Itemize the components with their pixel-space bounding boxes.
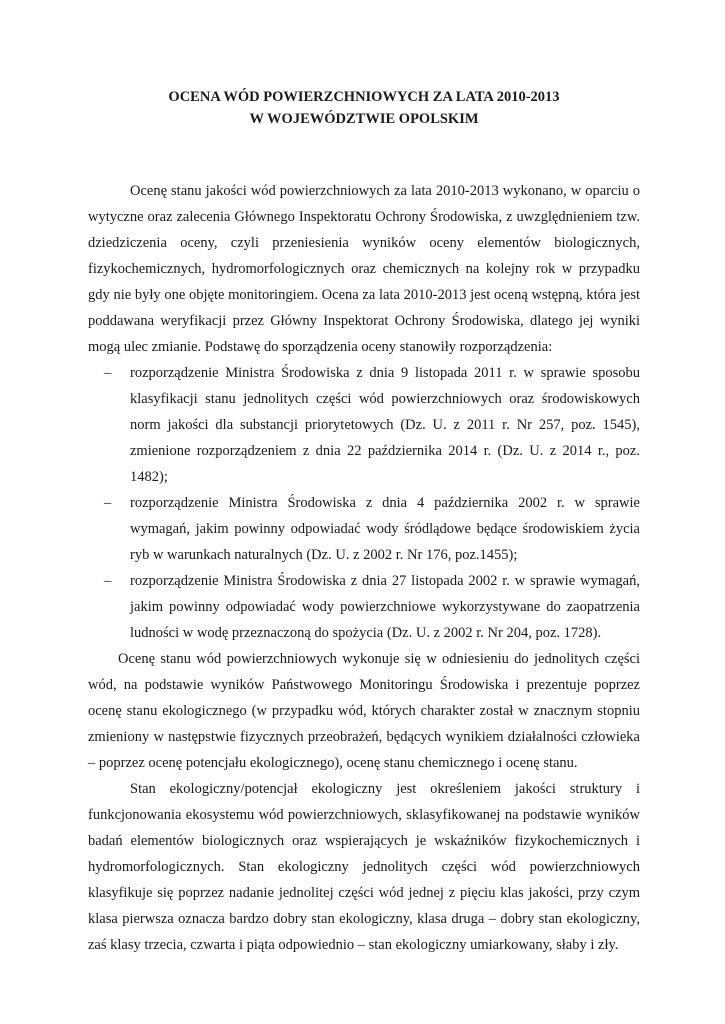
title-line-1: OCENA WÓD POWIERZCHNIOWYCH ZA LATA 2010-2013 (168, 89, 560, 105)
bullet-dash: – (104, 365, 112, 381)
regulation-item (88, 490, 640, 568)
regulations-list (88, 360, 640, 646)
document-title (88, 86, 640, 130)
regulation-item (88, 360, 640, 490)
regulation-text: rozporządzenie Ministra Środowiska z dnia 4 października 2002 r. w sprawie wymagań, jakim powinny odpowiadać wody śródlądowe będące środowiskiem życia ryb w warunkach naturalnych (Dz. U. z 2002 r. Nr 176, poz.1455); (130, 495, 640, 563)
regulation-text: rozporządzenie Ministra Środowiska z dnia 27 listopada 2002 r. w sprawie wymagań, jakim powinny odpowiadać wody powierzchniowe wykorzystywane do zaopatrzenia ludności w wodę przeznaczoną do spożycia (Dz. U. z 2002 r. Nr 204, poz. 1728). (130, 573, 640, 641)
bullet-dash: – (104, 573, 112, 589)
paragraph-assessment: Ocenę stanu wód powierzchniowych wykonuje się w odniesieniu do jednolitych części wód, na podstawie wyników Państwowego Monitoringu Środowiska i prezentuje poprzez ocenę stanu ekologicznego (w przypadku wód, których charakter został w znacznym stopniu zmieniony w następstwie fizycznych przeobrażeń, będących wynikiem działalności człowieka – poprzez ocenę potencjału ekologicznego), ocenę stanu chemicznego i ocenę stanu. (88, 651, 640, 771)
regulation-text: rozporządzenie Ministra Środowiska z dnia 9 listopada 2011 r. w sprawie sposobu klasyfikacji stanu jednolitych części wód powierzchniowych oraz środowiskowych norm jakości dla substancji priorytetowych (Dz. U. z 2011 r. Nr 257, poz. 1545), zmienione rozporządzeniem z dnia 22 października 2014 r. (Dz. U. z 2014 r., poz. 1482); (130, 365, 640, 485)
title-line-2: W WOJEWÓDZTWIE OPOLSKIM (249, 111, 479, 127)
document-page (88, 86, 640, 958)
bullet-dash: – (104, 495, 112, 511)
paragraph-intro: Ocenę stanu jakości wód powierzchniowych za lata 2010-2013 wykonano, w oparciu o wytyczne oraz zalecenia Głównego Inspektoratu Ochrony Środowiska, z uwzględnieniem tzw. dziedziczenia oceny, czyli przeniesienia wyników oceny elementów biologicznych, fizykochemicznych, hydromorfologicznych oraz chemicznych na kolejny rok w przypadku gdy nie były one objęte monitoringiem. Ocena za lata 2010-2013 jest oceną wstępną, która jest poddawana weryfikacji przez Główny Inspektorat Ochrony Środowiska, dlatego jej wyniki mogą ulec zmianie. Podstawę do sporządzenia oceny stanowiły rozporządzenia: (88, 183, 640, 355)
regulation-item (88, 568, 640, 646)
paragraph-ecological-status: Stan ekologiczny/potencjał ekologiczny jest określeniem jakości struktury i funkcjonowania ekosystemu wód powierzchniowych, sklasyfikowanej na podstawie wyników badań elementów biologicznych oraz wspierających je wskaźników fizykochemicznych i hydromorfologicznych. Stan ekologiczny jednolitych części wód powierzchniowych klasyfikuje się poprzez nadanie jednolitej części wód jednej z pięciu klas jakości, przy czym klasa pierwsza oznacza bardzo dobry stan ekologiczny, klasa druga – dobry stan ekologiczny, zaś klasy trzecia, czwarta i piąta odpowiednio – stan ekologiczny umiarkowany, słaby i zły. (88, 781, 640, 953)
